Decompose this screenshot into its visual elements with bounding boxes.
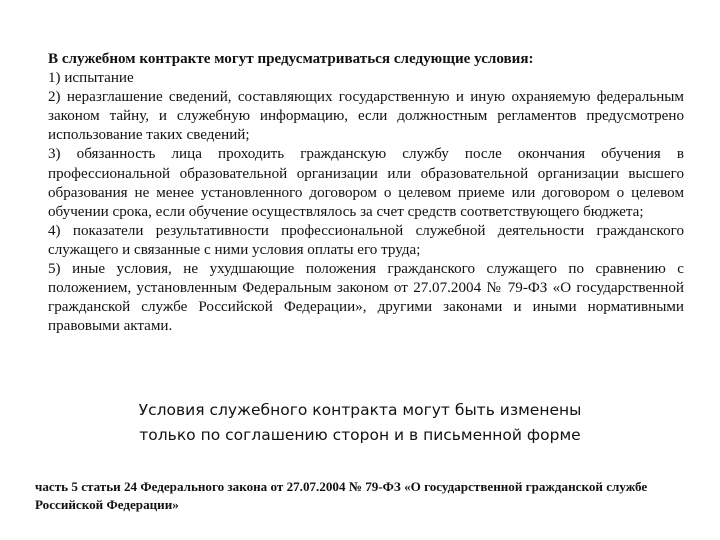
legal-source-reference: часть 5 статьи 24 Федерального закона от 27.07.2004 № 79-ФЗ «О государственной гражданской службе Российской Федерации»: [35, 479, 648, 512]
amendment-note-line-1: Условия служебного контракта могут быть изменены: [138, 401, 582, 419]
condition-item-4: 4) показатели результативности профессиональной служебной деятельности гражданского служащего и связанные с ними условия оплаты его труда;: [48, 222, 684, 258]
conditions-heading: В служебном контракте могут предусматриваться следующие условия:: [48, 51, 534, 67]
condition-item-3: 3) обязанность лица проходить гражданскую службу после окончания обучения в профессиональной образовательной организации или образовательной организации высшего образования не менее установленного договором о целевом приеме или договором о целевом обучении срока, если обучение осуществлялось за счет средств соответствующего бюджета;: [48, 146, 684, 220]
amendment-note: [120, 398, 600, 448]
contract-conditions-block: [48, 50, 684, 336]
condition-item-1: 1) испытание: [48, 70, 134, 87]
amendment-note-line-2: только по соглашению сторон и в письменной форме: [139, 426, 581, 444]
condition-item-2: 2) неразглашение сведений, составляющих государственную и иную охраняемую федеральным законом тайну, и служебную информацию, если должностным регламентов предусмотрено использование таких сведений;: [48, 89, 684, 144]
condition-item-5: 5) иные условия, не ухудшающие положения гражданского служащего по сравнению с положением, установленным Федеральным законом от 27.07.2004 № 79-ФЗ «О государственной гражданской службе Российской Федерации», другими законами и иными нормативными правовыми актами.: [48, 261, 684, 335]
